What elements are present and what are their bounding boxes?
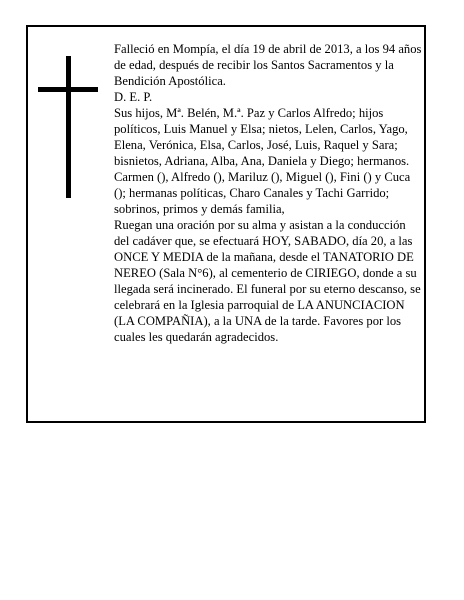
rip-line: D. E. P. — [114, 90, 153, 104]
cross-horizontal-bar — [38, 87, 98, 92]
death-announcement: Falleció en Mompía, el día 19 de abril de 2013, a los 94 años de edad, después de recibir los Santos Sacramentos y la Bendición Apostólica. — [114, 42, 422, 88]
obituary-text — [114, 41, 422, 345]
funeral-details: Ruegan una oración por su alma y asistan a la conducción del cadáver que, se efectuará HOY, SABADO, día 20, a las ONCE Y MEDIA de la mañana, desde el TANATORIO DE NEREO (Sala N°6), al cementerio de CIRIEGO, donde a su llegada será incinerado. El funeral por su eterno descanso, se celebrará en la Iglesia parroquial de LA ANUNCIACION (LA COMPAÑIA), a la UNA de la tarde. Favores por los cuales les quedarán agradecidos. — [114, 218, 421, 344]
obituary-notice — [26, 25, 426, 423]
cross-vertical-bar — [66, 56, 71, 198]
family-list: Sus hijos, Mª. Belén, M.ª. Paz y Carlos Alfredo; hijos políticos, Luis Manuel y Elsa; nietos, Lelen, Carlos, Yago, Elena, Verónica, Elsa, Carlos, José, Luis, Raquel y Sara; bisnietos, Adriana, Alba, Ana, Daniela y Diego; hermanos. Carmen (), Alfredo (), Mariluz (), Miguel (), Fini () y Cuca (); hermanas políticas, Charo Canales y Tachi Garrido; sobrinos, primos y demás familia, — [114, 106, 411, 216]
cross-icon — [38, 56, 98, 198]
